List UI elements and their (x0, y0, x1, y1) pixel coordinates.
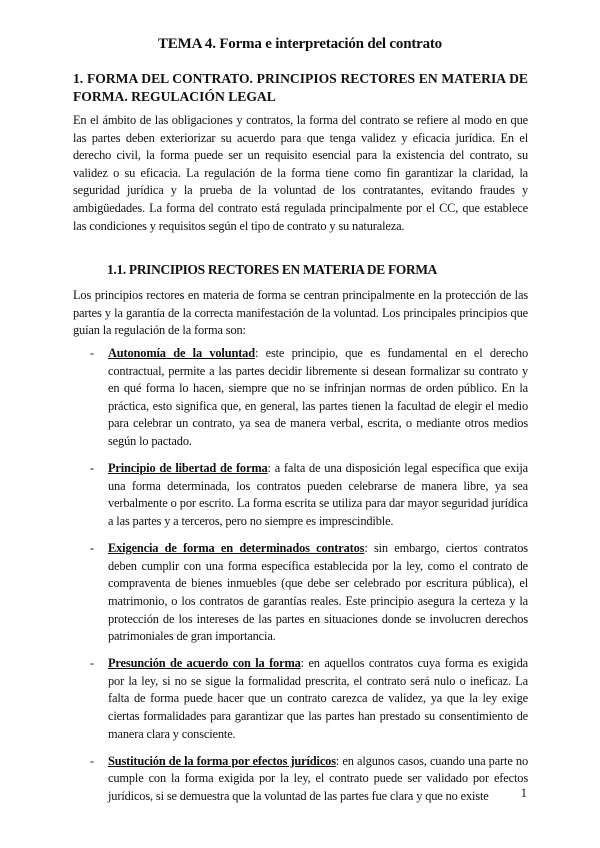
principle-text: : este principio, que es fundamental en el derecho contractual, permite a las partes decidir libremente si desean formalizar su contrato y en qué forma lo hacen, siempre que no se infrinjan normas de orden público. En la práctica, esto significa que, en general, las partes tienen la facultad de elegir el medio para celebrar un contrato, ya sea de manera verbal, escrita, o mediante otros medios según lo pactado. (108, 346, 528, 448)
section-1-heading-line-1: 1. FORMA DEL CONTRATO. PRINCIPIOS RECTORES EN MATERIA DE (73, 71, 528, 86)
list-item (90, 345, 528, 451)
bullet-dash: - (90, 541, 94, 556)
principle-text: : sin embargo, ciertos contratos deben cumplir con una forma específica establecida por la ley, como el contrato de compraventa de bienes inmuebles (que debe ser celebrado por escritura pública), el matrimonio, o los contratos de garantías reales. Este principio asegura la certeza y la protección de los intereses de las partes en situaciones donde se involucren derechos patrimoniales de gran importancia. (108, 541, 528, 644)
list-item (90, 540, 528, 646)
principle-text: : en algunos casos, cuando una parte no cumple con la forma exigida por la ley, el contrato puede ser validado por efectos jurídicos, si se demuestra que la voluntad de las partes fue clara y que no existe (108, 753, 528, 804)
list-item (90, 753, 528, 806)
bullet-dash: - (90, 656, 94, 671)
principle-text: : en aquellos contratos cuya forma es exigida por la ley, si no se sigue la formalidad prescrita, el contrato será nulo o ineficaz. La falta de forma puede hacer que un contrato carezca de validez, ya que la ley exige ciertas formalidades para garantizar que las partes han prestado su consentimiento de manera clara y consciente. (108, 656, 528, 741)
document-title: TEMA 4. Forma e interpretación del contrato (158, 36, 442, 52)
principle-term: Principio de libertad de forma (108, 461, 268, 476)
page-number: 1 (520, 786, 527, 800)
bullet-dash: - (90, 753, 94, 768)
principles-list (90, 345, 528, 815)
principle-term: Autonomía de la voluntad (108, 346, 255, 360)
bullet-dash: - (90, 346, 94, 360)
principle-term: Exigencia de forma en determinados contratos (108, 541, 365, 556)
bullet-dash: - (90, 461, 94, 476)
list-item (90, 460, 528, 530)
principle-text: : a falta de una disposición legal específica que exija una forma determinada, los contratos pueden celebrarse de manera libre, ya sea verbalmente o por escrito. La forma escrita se utiliza para dar mayor seguridad jurídica a las partes y a terceros, pero no siempre es imprescindible. (108, 461, 528, 528)
section-1-heading (73, 70, 528, 106)
section-1-1-heading: 1.1. PRINCIPIOS RECTORES EN MATERIA DE FORMA (107, 262, 438, 277)
section-1-paragraph: En el ámbito de las obligaciones y contratos, la forma del contrato se refiere al modo en que las partes deben exteriorizar su acuerdo para que tenga validez y eficacia jurídica. En el derecho civil, la forma puede ser un requisito esencial para la existencia del contrato, su validez o su eficacia. La regulación de la forma tiene como fin garantizar la claridad, la seguridad jurídica y la prueba de la voluntad de los contratantes, evitando fraudes y ambigüedades. La forma del contrato está regulada principalmente por el CC, que establece las condiciones y requisitos según el tipo de contrato y su naturaleza. (73, 113, 528, 233)
principle-term: Presunción de acuerdo con la forma (108, 656, 301, 671)
section-1-heading-line-2: FORMA. REGULACIÓN LEGAL (73, 89, 276, 104)
section-1-1-intro: Los principios rectores en materia de forma se centran principalmente en la protección de las partes y la garantía de la correcta manifestación de la voluntad. Los principales principios que guían la regulación de la forma son: (73, 288, 528, 338)
list-item (90, 655, 528, 743)
principle-term: Sustitución de la forma por efectos jurídicos (108, 753, 336, 768)
